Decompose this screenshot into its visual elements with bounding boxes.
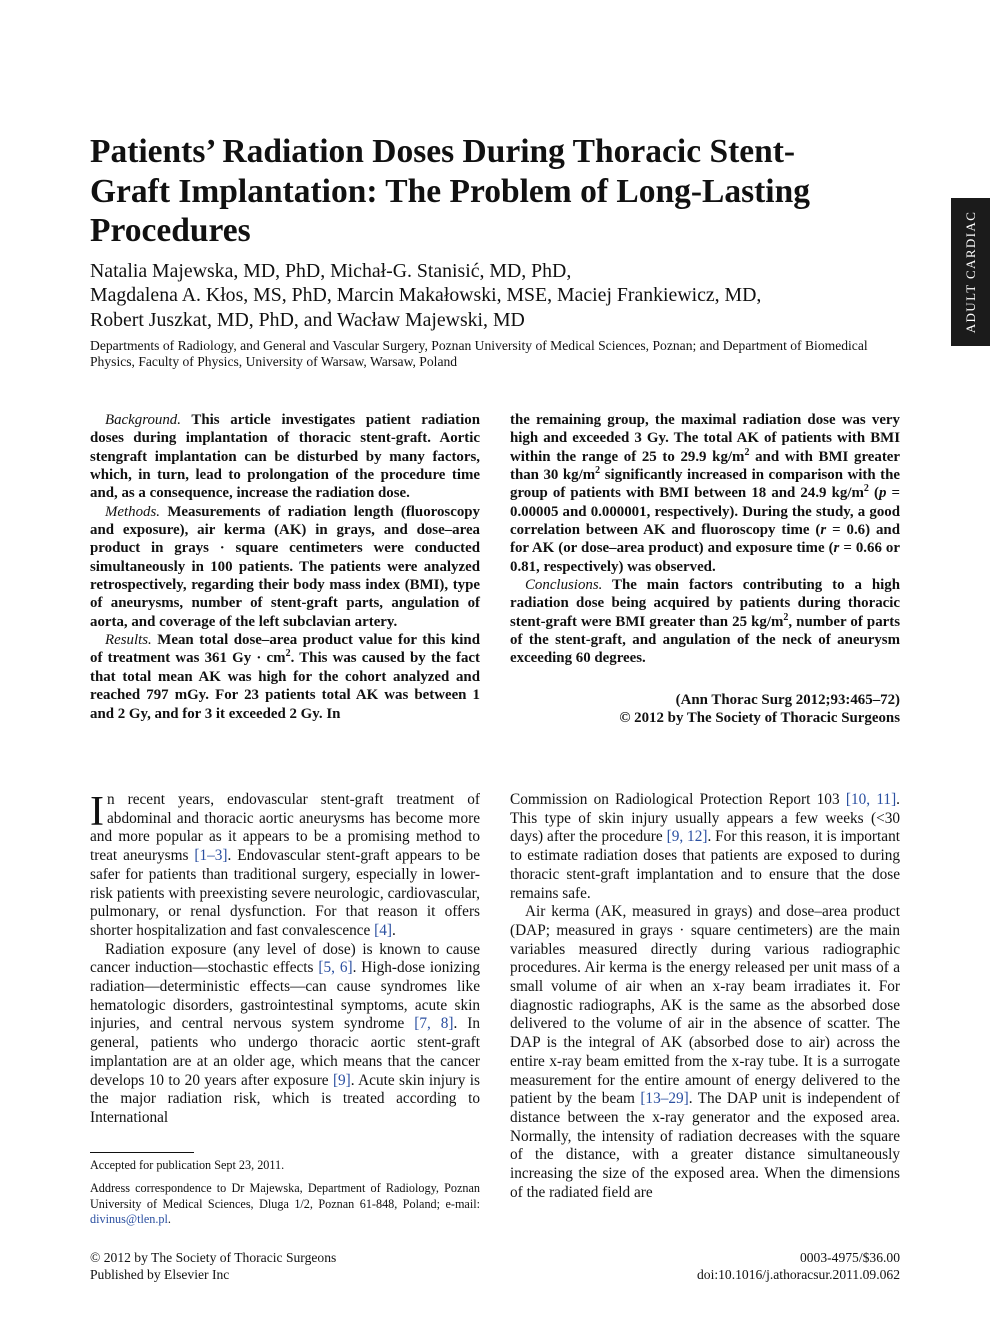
author-line: Robert Juszkat, MD, PhD, and Wacław Majewski, MD — [90, 308, 525, 331]
author-line: Natalia Majewska, MD, PhD, Michał-G. Stanisić, MD, PhD, — [90, 260, 572, 282]
author-line: Magdalena A. Kłos, MS, PhD, Marcin Makałowski, MSE, Maciej Frankiewicz, MD, — [90, 284, 762, 307]
article-title: Patients’ Radiation Doses During Thoracic Stent-Graft Implantation: The Problem of Long-Lasting Procedures — [90, 133, 810, 249]
reference-link[interactable]: [13–29] — [640, 1090, 689, 1108]
abstract-results: Results. Mean total dose–area product value for this kind of treatment was 361 $Gy \cdot cm^2$. This was caused by the fact that total mean AK was high for the cohort analyzed and reached 797 mGy. For 23 patients total AK was between 1 and 2 Gy, and for 3 it exceeded 2 Gy. In — [90, 632, 480, 722]
body-left-column — [90, 791, 480, 1128]
author-list — [90, 259, 890, 332]
doi: doi:10.1016/j.athoracsur.2011.09.062 — [696, 1266, 900, 1282]
page-footer-left — [90, 1250, 336, 1283]
body-paragraph: Radiation exposure (any level of dose) is known to cause cancer induction—stochastic effects [5, 6]. High-dose ionizing radiation—deterministic effects—can cause syndromes like hematologic disorders, gastrointestinal symptoms, acute skin injuries, and central nervous system syndrome [7, 8]. In general, patients who undergo thoracic aortic stent-graft implantation are at an older age, which means that the cancer develops 10 to 20 years after exposure [9]. Acute skin injury is the major radiation risk, which is treated according to International — [90, 940, 480, 1126]
abstract-conclusions: Conclusions. The main factors contributing to a high radiation dose being acquired by patients during thoracic stent-graft were BMI greater than 25 $kg/m^2$, number of parts of the stent-graft, and angulation of the neck of aneurysm exceeding 60 degrees. — [510, 577, 900, 667]
body-paragraph: Commission on Radiological Protection Report 103 [10, 11]. This type of skin injury usually appears a few weeks (<30 days) after the procedure [9, 12]. For this reason, it is important to estimate radiation doses that patients are exposed to during thoracic stent-graft implantation and to ensure that the dose remains safe. — [510, 791, 900, 902]
reference-link[interactable]: [9, 12] — [666, 828, 708, 846]
correspondence-address: Address correspondence to Dr Majewska, Department of Radiology, Poznan University of Medical Sciences, Dluga 1/2, Poznan 61-848, Poland; e-mail: divinus@tlen.pl. — [90, 1181, 480, 1226]
body-paragraph: In recent years, endovascular stent-graft treatment of abdominal and thoracic aortic aneurysms has become more and more popular as it appears to be a promising method to treat aneurysms [1–3]. Endovascular stent-graft appears to be safer for patients than traditional surgery, especially in lower-risk patients with preexisting severe neurologic, cardiovascular, pulmonary, or renal dysfunction. For that reason it offers shorter hospitalization and fast convalescence [4]. — [90, 789, 480, 939]
reference-link[interactable]: [7, 8] — [414, 1015, 454, 1033]
footnotes — [90, 1158, 480, 1227]
accepted-date: Accepted for publication Sept 23, 2011. — [90, 1158, 285, 1172]
drop-cap: I — [90, 789, 104, 835]
footer-publisher: Published by Elsevier Inc — [90, 1266, 230, 1282]
page-footer-right — [600, 1250, 900, 1283]
abstract-right-column — [510, 411, 900, 728]
reference-link[interactable]: [9] — [332, 1071, 351, 1089]
reference-link[interactable]: [10, 11] — [845, 791, 897, 808]
section-tab — [951, 198, 990, 346]
abstract-left-column — [90, 411, 480, 723]
reference-link[interactable]: [1–3] — [194, 847, 228, 865]
abstract-background: Background. This article investigates patient radiation doses during implantation of thoracic stent-graft. Aortic stengraft implantation can be disturbed by many factors, which, in turn, lead to prolongation of the procedure time and, as a consequence, increase the radiation dose. — [90, 412, 480, 502]
footnote-rule — [90, 1152, 194, 1153]
reference-link[interactable]: [4] — [374, 921, 393, 939]
abstract-methods: Methods. Measurements of radiation length (fluoroscopy and exposure), air kerma (AK) in grays, and dose–area product in grays · square centimeters were conducted simultaneously in 100 patients. The patients were analyzed retrospectively, regarding their body mass index (BMI), type of aneurysms, number of stent-graft parts, angulation of aorta, and coverage of the left subclavian artery. — [90, 503, 480, 630]
footer-copyright: © 2012 by The Society of Thoracic Surgeons — [90, 1250, 337, 1265]
abstract-results-continued: the remaining group, the maximal radiation dose was very high and exceeded 3 Gy. The total AK of patients with BMI within the range of 25 to 29.9 $kg/m^2$ and with BMI greater than 30 $kg/m^2$ significantly increased in comparison with the group of patients with BMI between 18 and 24.9 $kg/m^2$ (p = 0.00005 and 0.000001, respectively). During the study, a good correlation between AK and fluoroscopy time (r = 0.6) and for AK (or dose–area product) and exposure time (r = 0.66 or 0.81, respectively) was observed. — [510, 412, 901, 575]
email-link[interactable]: divinus@tlen.pl — [90, 1211, 168, 1226]
affiliation: Departments of Radiology, and General and Vascular Surgery, Poznan University of Medical Sciences, Poznan; and Department of Biomedical Physics, Faculty of Physics, University of Warsaw, Warsaw, Poland — [90, 338, 868, 369]
issn-price: 0003-4975/$36.00 — [799, 1250, 900, 1265]
journal-citation: (Ann Thorac Surg 2012;93:465–72) © 2012 by The Society of Thoracic Surgeons — [619, 691, 900, 727]
abstract-copyright: © 2012 by The Society of Thoracic Surgeons — [619, 710, 900, 727]
section-tab-label: ADULT CARDIAC — [962, 210, 978, 334]
reference-link[interactable]: [5, 6] — [318, 959, 353, 977]
body-right-column — [510, 791, 900, 1202]
body-paragraph: Air kerma (AK, measured in grays) and dose–area product (DAP; measured in grays · square centimeters) are the main variables measured directly during various radiographic procedures. Air kerma is the energy released per unit mass of a small volume of air when an x-ray beam irradiates it. For diagnostic radiographs, AK is the same as the absorbed dose delivered to the volume of air in the absence of scatter. The DAP is the integral of AK (absorbed dose to air) across the entire x-ray beam emitted from the x-ray tube. It is a surrogate measurement for the entire amount of energy delivered to the patient by the beam [13–29]. The DAP unit is independent of distance between the x-ray generator and the exposed area. Normally, the intensity of radiation decreases with the square of the distance, with a greater distance simultaneously increasing the size of the exposed area. When the dimensions of the radiated field are — [510, 903, 900, 1201]
